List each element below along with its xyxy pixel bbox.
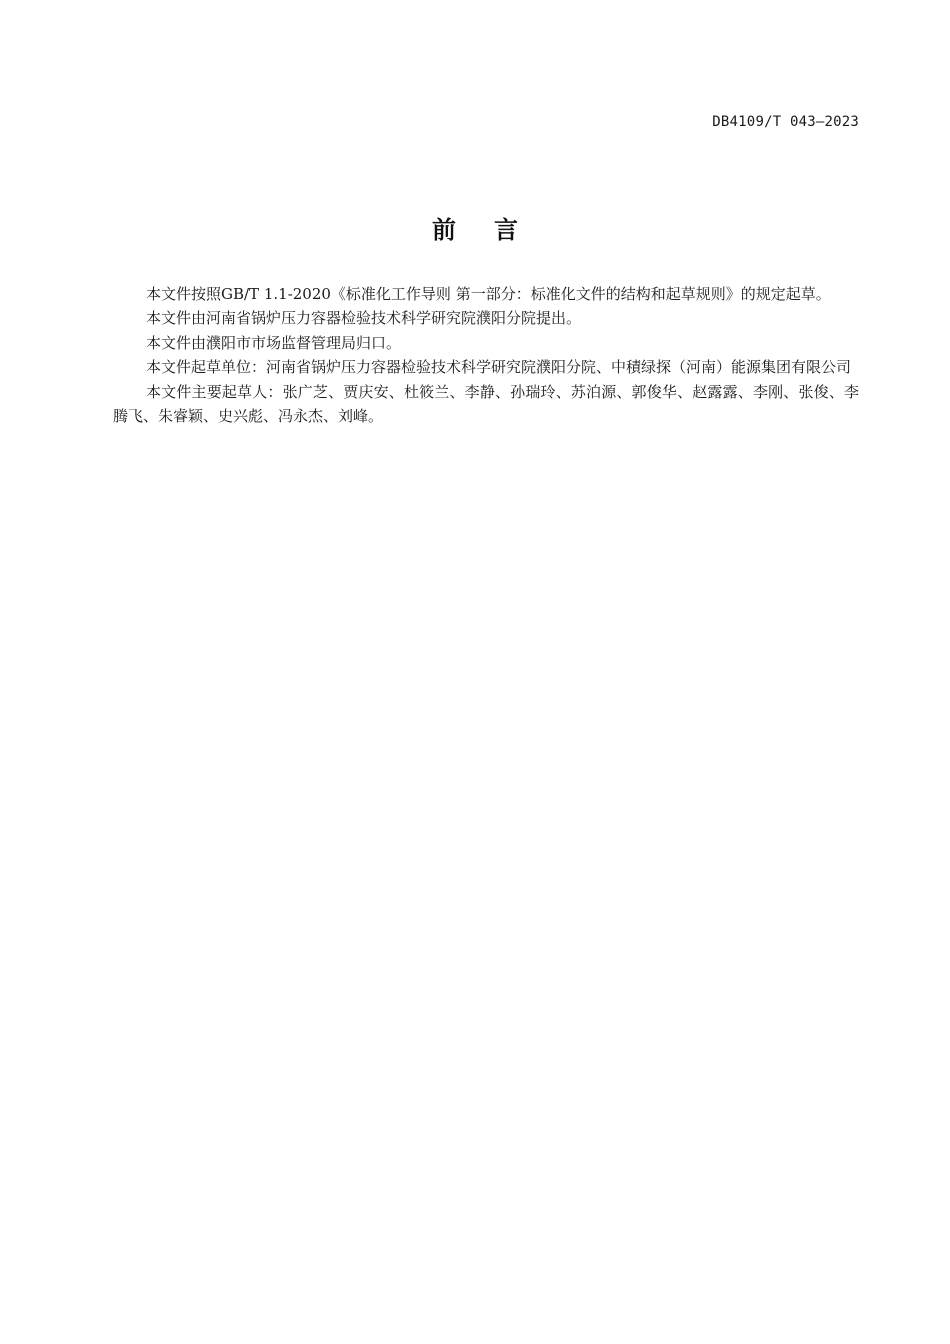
paragraph-proposer: 本文件由河南省锅炉压力容器检验技术科学研究院濮阳分院提出。 [146,309,582,328]
title-char-1: 前 [432,216,456,244]
paragraph-drafting-units: 本文件起草单位：河南省锅炉压力容器检验技术科学研究院濮阳分院、中積绿探（河南）能源集团有限公司 [146,358,852,377]
paragraph-drafters: 本文件主要起草人：张广芝、贾庆安、杜筱兰、李静、孙瑞玲、苏泊源、郭俊华、赵露露、李刚、张俊、李腾飞、朱睿颖、史兴彪、冯永杰、刘峰。 [113,382,859,426]
foreword-body [113,282,859,428]
page-title [0,210,950,245]
document-code: DB4109/T 043—2023 [712,114,859,130]
paragraph-standard-basis: 本文件按照GB/T 1.1-2020《标准化工作导则 第一部分：标准化文件的结构和起草规则》的规定起草。 [146,285,831,303]
paragraph-administrator: 本文件由濮阳市市场监督管理局归口。 [146,333,402,352]
title-char-2: 言 [494,216,518,244]
